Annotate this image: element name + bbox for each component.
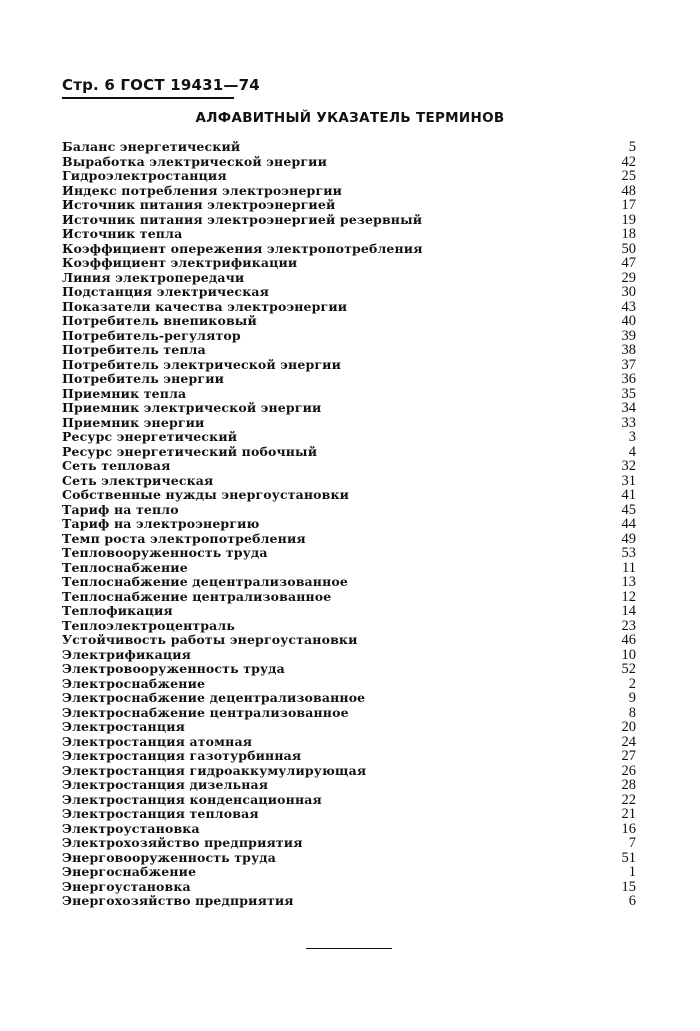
index-term: Выработка электрической энергии <box>62 153 328 169</box>
index-number: 17 <box>621 197 636 213</box>
index-term: Потребитель тепла <box>62 342 206 357</box>
index-number: 7 <box>628 835 636 851</box>
index-term: Электроснабжение децентрализованное <box>62 690 366 705</box>
footer-rule <box>306 948 392 949</box>
index-term: Сеть электрическая <box>62 472 214 488</box>
index-number: 38 <box>621 342 636 358</box>
index-number: 29 <box>621 269 636 286</box>
index-number: 2 <box>628 675 636 692</box>
index-entry <box>62 445 636 460</box>
index-number: 44 <box>621 516 636 532</box>
index-entry <box>62 416 636 431</box>
index-number: 13 <box>621 574 636 590</box>
index-entry <box>62 271 636 286</box>
index-term: Электростанция <box>62 719 186 734</box>
index-entry <box>62 140 636 155</box>
index-number: 27 <box>621 748 636 764</box>
index-number: 28 <box>621 777 636 793</box>
index-entry <box>62 532 636 547</box>
index-entry <box>62 691 636 706</box>
index-entry <box>62 387 636 402</box>
index-entry <box>62 822 636 837</box>
index-number: 23 <box>621 617 636 634</box>
index-entry <box>62 575 636 590</box>
index-term: Энерговооруженность труда <box>62 849 276 865</box>
index-number: 9 <box>628 690 636 706</box>
index-number: 53 <box>621 545 636 561</box>
index-term: Линия электропередачи <box>62 269 245 285</box>
index-number: 11 <box>622 559 636 576</box>
index-term: Ресурс энергетический <box>62 429 238 444</box>
index-number: 1 <box>628 864 636 880</box>
index-term: Электроснабжение <box>62 675 206 691</box>
index-term: Электроснабжение централизованное <box>62 704 349 720</box>
index-number: 16 <box>621 820 636 837</box>
index-term: Электростанция атомная <box>62 733 253 749</box>
index-term: Собственные нужды энергоустановки <box>62 487 350 502</box>
index-term: Источник тепла <box>62 226 183 241</box>
index-entry <box>62 343 636 358</box>
index-number: 51 <box>621 849 636 866</box>
index-entry <box>62 749 636 764</box>
index-entry <box>62 300 636 315</box>
index-term: Источник питания электроэнергией <box>62 197 336 212</box>
index-number: 52 <box>621 661 636 677</box>
index-number: 8 <box>628 704 636 721</box>
index-entry <box>62 155 636 170</box>
index-number: 32 <box>621 458 636 474</box>
index-term: Энергоснабжение <box>62 864 197 879</box>
index-term: Теплофикация <box>62 603 173 618</box>
index-number: 48 <box>621 182 636 199</box>
index-number: 15 <box>621 878 636 895</box>
index-entry <box>62 329 636 344</box>
index-number: 39 <box>621 327 636 344</box>
index-entry <box>62 184 636 199</box>
index-entry <box>62 314 636 329</box>
index-entry <box>62 735 636 750</box>
index-entry <box>62 836 636 851</box>
index-entry <box>62 677 636 692</box>
index-entry <box>62 198 636 213</box>
index-entry <box>62 619 636 634</box>
header-rule <box>62 97 234 99</box>
index-entry <box>62 213 636 228</box>
index-entry <box>62 488 636 503</box>
index-number: 20 <box>621 719 636 735</box>
index-term: Потребитель внепиковый <box>62 313 257 328</box>
index-entry <box>62 517 636 532</box>
index-entry <box>62 662 636 677</box>
index-number: 14 <box>621 603 636 619</box>
index-term: Потребитель энергии <box>62 371 225 386</box>
index-term: Тариф на электроэнергию <box>62 516 260 531</box>
index-number: 6 <box>628 893 636 909</box>
index-number: 35 <box>621 385 636 402</box>
index-number: 42 <box>621 153 636 170</box>
index-number: 19 <box>621 211 636 228</box>
index-number: 41 <box>621 487 636 503</box>
index-term: Электростанция гидроаккумулирующая <box>62 762 367 778</box>
index-entry <box>62 474 636 489</box>
index-term: Показатели качества электроэнергии <box>62 298 348 314</box>
index-term: Электростанция дизельная <box>62 777 269 792</box>
index-entry <box>62 851 636 866</box>
index-number: 18 <box>621 226 636 242</box>
index-term: Энергоустановка <box>62 878 191 894</box>
index-entry <box>62 764 636 779</box>
index-term: Подстанция электрическая <box>62 284 270 299</box>
index-number: 21 <box>621 806 636 822</box>
index-entry <box>62 880 636 895</box>
index-term: Тепловооруженность труда <box>62 545 268 560</box>
index-term: Ресурс энергетический побочный <box>62 443 318 459</box>
index-term: Энергохозяйство предприятия <box>62 893 294 908</box>
index-number: 50 <box>621 240 636 257</box>
index-number: 36 <box>621 371 636 387</box>
index-term: Электростанция газотурбинная <box>62 748 302 763</box>
index-term: Электростанция конденсационная <box>62 791 322 807</box>
index-number: 47 <box>621 255 636 271</box>
index-term: Баланс энергетический <box>62 139 241 154</box>
index-entry <box>62 590 636 605</box>
index-entry <box>62 706 636 721</box>
index-entry <box>62 227 636 242</box>
index-entry <box>62 720 636 735</box>
index-number: 34 <box>621 400 636 416</box>
index-term: Теплоэлектроцентраль <box>62 617 236 633</box>
index-term: Приемник электрической энергии <box>62 400 322 415</box>
index-term: Индекс потребления электроэнергии <box>62 182 343 198</box>
index-term: Тариф на тепло <box>62 501 179 517</box>
index-number: 22 <box>621 791 636 808</box>
index-title: АЛФАВИТНЫЙ УКАЗАТЕЛЬ ТЕРМИНОВ <box>195 110 505 126</box>
index-term: Электрификация <box>62 646 192 662</box>
index-entry <box>62 169 636 184</box>
index-number: 31 <box>621 472 636 489</box>
term-index-list <box>62 140 636 909</box>
index-entry <box>62 256 636 271</box>
index-number: 12 <box>621 588 636 605</box>
index-entry <box>62 807 636 822</box>
index-number: 45 <box>621 501 636 518</box>
index-term: Сеть тепловая <box>62 458 171 473</box>
index-entry <box>62 358 636 373</box>
index-entry <box>62 778 636 793</box>
index-entry <box>62 503 636 518</box>
index-term: Теплоснабжение децентрализованное <box>62 574 348 589</box>
index-term: Потребитель-регулятор <box>62 327 241 343</box>
index-entry <box>62 604 636 619</box>
index-entry <box>62 648 636 663</box>
index-number: 33 <box>621 414 636 431</box>
index-entry <box>62 546 636 561</box>
index-term: Теплоснабжение <box>62 559 188 575</box>
index-entry <box>62 894 636 909</box>
index-entry <box>62 865 636 880</box>
index-entry <box>62 285 636 300</box>
index-term: Темп роста электропотребления <box>62 530 306 546</box>
index-number: 43 <box>621 298 636 315</box>
index-entry <box>62 401 636 416</box>
index-number: 49 <box>621 530 636 547</box>
index-number: 25 <box>621 168 636 184</box>
index-term: Электростанция тепловая <box>62 806 259 821</box>
index-term: Коэффициент электрификации <box>62 255 298 270</box>
index-number: 5 <box>628 139 636 155</box>
index-term: Электровооруженность труда <box>62 661 285 676</box>
index-number: 10 <box>621 646 636 663</box>
index-entry <box>62 793 636 808</box>
index-entry <box>62 242 636 257</box>
index-term: Приемник энергии <box>62 414 205 430</box>
index-term: Источник питания электроэнергией резервный <box>62 211 423 227</box>
index-term: Потребитель электрической энергии <box>62 356 342 372</box>
index-number: 30 <box>621 284 636 300</box>
index-entry <box>62 633 636 648</box>
index-number: 26 <box>621 762 636 779</box>
index-number: 3 <box>628 429 636 445</box>
page-header: Стр. 6 ГОСТ 19431—74 <box>62 76 260 94</box>
index-number: 46 <box>621 632 636 648</box>
index-term: Приемник тепла <box>62 385 187 401</box>
index-number: 4 <box>628 443 636 460</box>
index-number: 37 <box>621 356 636 373</box>
index-entry <box>62 561 636 576</box>
index-term: Гидроэлектростанция <box>62 168 227 183</box>
index-number: 40 <box>621 313 636 329</box>
index-entry <box>62 372 636 387</box>
index-term: Устойчивость работы энергоустановки <box>62 632 358 647</box>
index-term: Электроустановка <box>62 820 200 836</box>
index-entry <box>62 430 636 445</box>
index-term: Теплоснабжение централизованное <box>62 588 332 604</box>
index-number: 24 <box>621 733 636 750</box>
index-term: Коэффициент опережения электропотребления <box>62 240 423 256</box>
index-entry <box>62 459 636 474</box>
index-term: Электрохозяйство предприятия <box>62 835 303 850</box>
